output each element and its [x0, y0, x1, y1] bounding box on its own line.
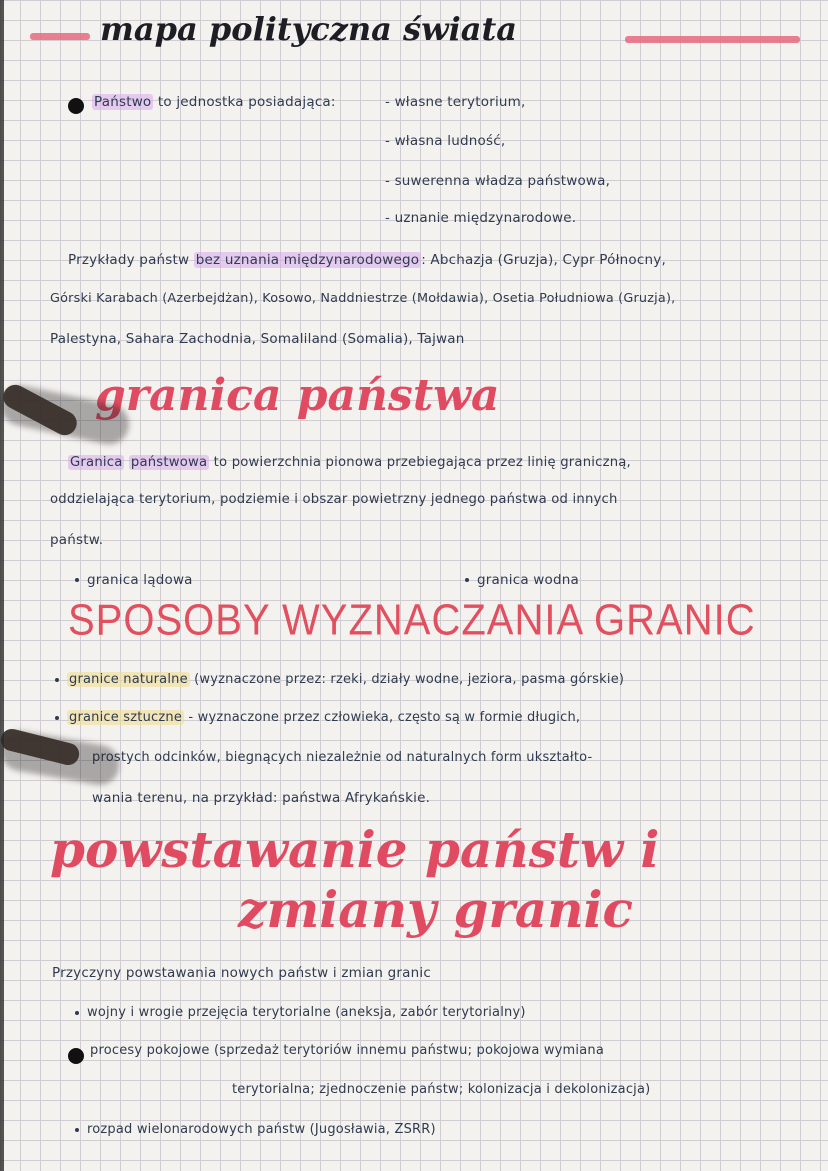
examples-line-1: [68, 252, 666, 268]
border-def-highlight: państwowa: [130, 455, 208, 470]
examples-highlight: bez uznania międzynarodowego: [195, 252, 420, 268]
border-def-line-3: państw.: [50, 532, 104, 548]
origin-heading-line-1: powstawanie państw i: [50, 820, 660, 879]
bullet-dot-icon: [75, 578, 79, 582]
origin-bullet-1-text: wojny i wrogie przejęcia terytorialne (aneksja, zabór terytorialny): [87, 1005, 526, 1020]
border-type-water-label: granica wodna: [477, 572, 579, 588]
title-bar-right: [625, 36, 800, 43]
methods-natural-rest: (wyznaczone przez: rzeki, działy wodne, jeziora, pasma górskie): [194, 672, 625, 687]
origin-heading-line-2: zmiany granic: [238, 880, 633, 939]
methods-artificial-line-2: prostych odcinków, biegnących niezależnie od naturalnych form ukształto-: [92, 750, 593, 765]
border-type-land: [75, 572, 193, 588]
examples-line-3: Palestyna, Sahara Zachodnia, Somaliland (Somalia), Tajwan: [50, 331, 465, 347]
bullet-icon: [68, 1048, 84, 1064]
feature-3: - suwerenna władza państwowa,: [385, 173, 611, 189]
bullet-dot-icon: [75, 1011, 79, 1015]
origin-bullet-1: [75, 1005, 526, 1020]
border-def-line-1: [68, 455, 631, 470]
methods-heading: SPOSOBY WYZNACZANIA GRANIC: [68, 596, 756, 645]
border-def-lead: Granica: [70, 455, 123, 470]
origin-intro: Przyczyny powstawania nowych państw i zmian granic: [52, 965, 431, 981]
methods-artificial-highlight: granice sztuczne: [69, 710, 183, 725]
methods-artificial: [55, 710, 580, 725]
feature-2: - własna ludność,: [385, 133, 506, 149]
border-type-water: [465, 572, 579, 588]
origin-bullet-3-text: rozpad wielonarodowych państw (Jugosławia, ZSRR): [87, 1122, 436, 1137]
intro-lead: [92, 94, 336, 110]
methods-natural: [55, 672, 624, 687]
intro-lead-term: Państwo: [94, 94, 152, 110]
bullet-dot-icon: [75, 1128, 79, 1132]
methods-artificial-line-3: wania terenu, na przykład: państwa Afrykańskie.: [92, 790, 431, 806]
page-title: mapa polityczna świata: [100, 10, 518, 48]
origin-bullet-2: procesy pokojowe (sprzedaż terytoriów innemu państwu; pokojowa wymiana: [90, 1043, 604, 1058]
border-heading: granica państwa: [95, 370, 500, 421]
examples-prefix: Przykłady państw: [68, 252, 190, 268]
examples-list-start: : Abchazja (Gruzja), Cypr Północny,: [421, 252, 666, 268]
border-def-rest: to powierzchnia pionowa przebiegająca przez linię graniczną,: [213, 455, 631, 470]
methods-natural-highlight: granice naturalne: [69, 672, 188, 687]
intro-lead-rest: to jednostka posiadająca:: [157, 94, 336, 110]
bullet-dot-icon: [55, 678, 59, 682]
bullet-icon: [68, 98, 84, 114]
bullet-dot-icon: [55, 716, 59, 720]
feature-1: - własne terytorium,: [385, 94, 526, 110]
title-bar-left: [30, 33, 90, 40]
examples-line-2: Górski Karabach (Azerbejdżan), Kosowo, Naddniestrze (Mołdawia), Osetia Południowa (Gruzja),: [50, 291, 676, 306]
left-edge-shadow: [0, 0, 4, 1171]
origin-bullet-3: [75, 1122, 436, 1137]
border-def-line-2: oddzielająca terytorium, podziemie i obszar powietrzny jednego państwa od innych: [50, 492, 618, 507]
border-type-land-label: granica lądowa: [87, 572, 193, 588]
bullet-dot-icon: [465, 578, 469, 582]
methods-artificial-rest: - wyznaczone przez człowieka, często są w formie długich,: [188, 710, 581, 725]
origin-bullet-2-cont: terytorialna; zjednoczenie państw; kolonizacja i dekolonizacja): [232, 1082, 651, 1097]
feature-4: - uznanie międzynarodowe.: [385, 210, 577, 226]
